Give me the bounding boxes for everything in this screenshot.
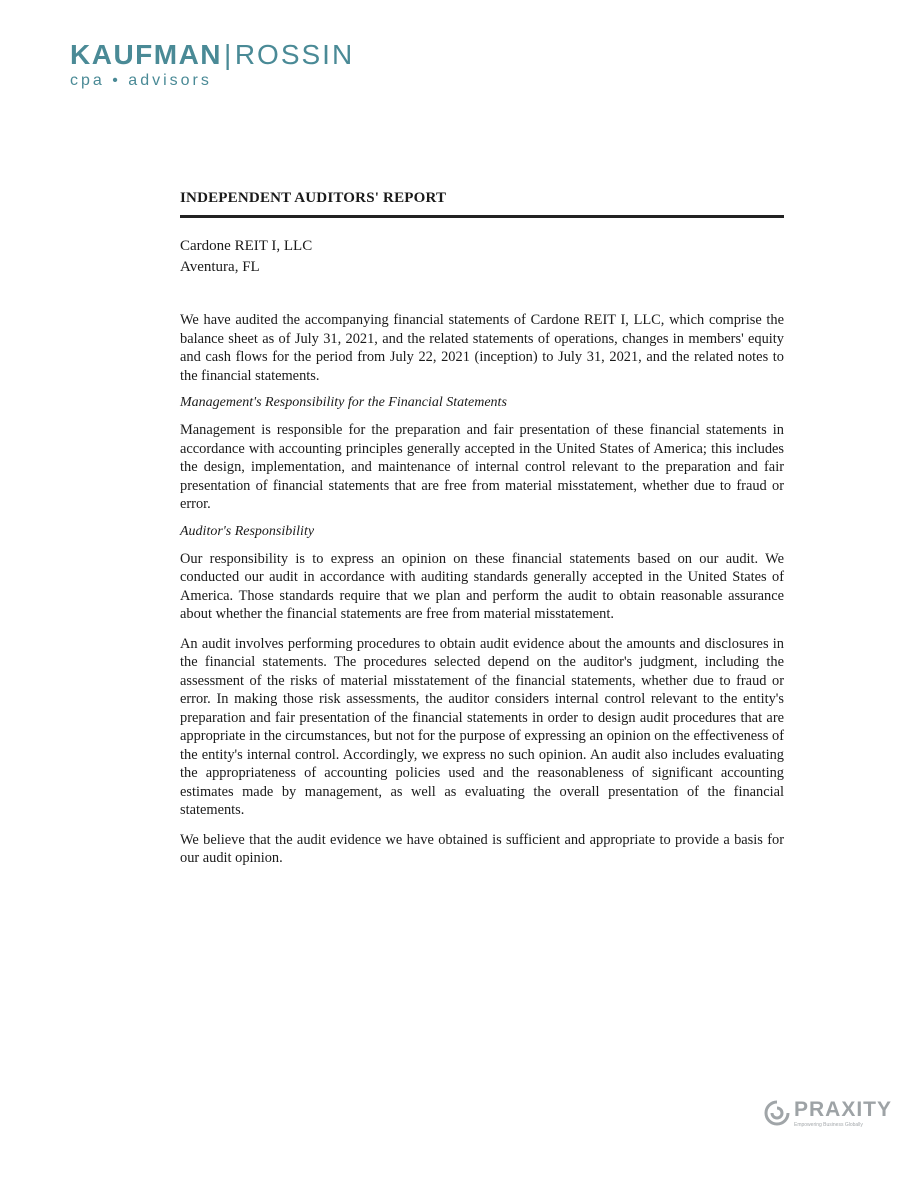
auditors-report	[180, 190, 784, 868]
logo-divider: |	[224, 39, 233, 70]
addressee-location: Aventura, FL	[180, 259, 260, 275]
management-heading: Management's Responsibility for the Financial Statements	[180, 395, 507, 410]
auditor-heading: Auditor's Responsibility	[180, 523, 315, 539]
addressee-name: Cardone REIT I, LLC	[180, 238, 313, 254]
addressee-block	[180, 236, 784, 278]
intro-paragraph: We have audited the accompanying financial statements of Cardone REIT I, LLC, which comprise the balance sheet as of July 31, 2021, and the related statements of operations, changes in members' equity and cash flows for the period from July 22, 2021 (inception) to July 31, 2021, and the related notes to the financial statements.	[180, 312, 784, 384]
logo-wordmark	[70, 40, 354, 70]
title-rule	[180, 215, 784, 218]
logo-tagline: cpa • advisors	[70, 72, 212, 89]
logo-name-bold: KAUFMAN	[70, 39, 223, 70]
praxity-swirl-icon	[762, 1098, 792, 1128]
management-paragraph: Management is responsible for the preparation and fair presentation of these financial statements in accordance with accounting principles generally accepted in the United States of America; this includes the design, implementation, and maintenance of internal control relevant to the preparation and fair presentation of financial statements that are free from material misstatement, whether due to fraud or error.	[180, 422, 784, 512]
auditor-paragraph-1: Our responsibility is to express an opinion on these financial statements based on our audit. We conducted our audit in accordance with auditing standards generally accepted in the United States of America. Those standards require that we plan and perform the audit to obtain reasonable assurance about whether the financial statements are free from material misstatement.	[180, 550, 784, 622]
logo-name-light: ROSSIN	[234, 39, 355, 70]
praxity-logo	[762, 1098, 892, 1128]
praxity-name: PRAXITY	[794, 1097, 893, 1121]
kaufman-rossin-logo	[70, 40, 354, 90]
praxity-tagline: Empowering Business Globally	[794, 1121, 863, 1128]
auditor-paragraph-3: We believe that the audit evidence we have obtained is sufficient and appropriate to provide a basis for our audit opinion.	[180, 831, 784, 866]
report-title: INDEPENDENT AUDITORS' REPORT	[180, 190, 447, 206]
auditor-paragraph-2: An audit involves performing procedures to obtain audit evidence about the amounts and disclosures in the financial statements. The procedures selected depend on the auditor's judgment, including the assessment of the risks of material misstatement of the financial statements, whether due to fraud or error. In making those risk assessments, the auditor considers internal control relevant to the entity's preparation and fair presentation of the financial statements in order to design audit procedures that are appropriate in the circumstances, but not for the purpose of expressing an opinion on the effectiveness of the entity's internal control. Accordingly, we express no such opinion. An audit also includes evaluating the appropriateness of accounting policies used and the reasonableness of significant accounting estimates made by management, as well as evaluating the overall presentation of the financial statements.	[180, 635, 784, 818]
